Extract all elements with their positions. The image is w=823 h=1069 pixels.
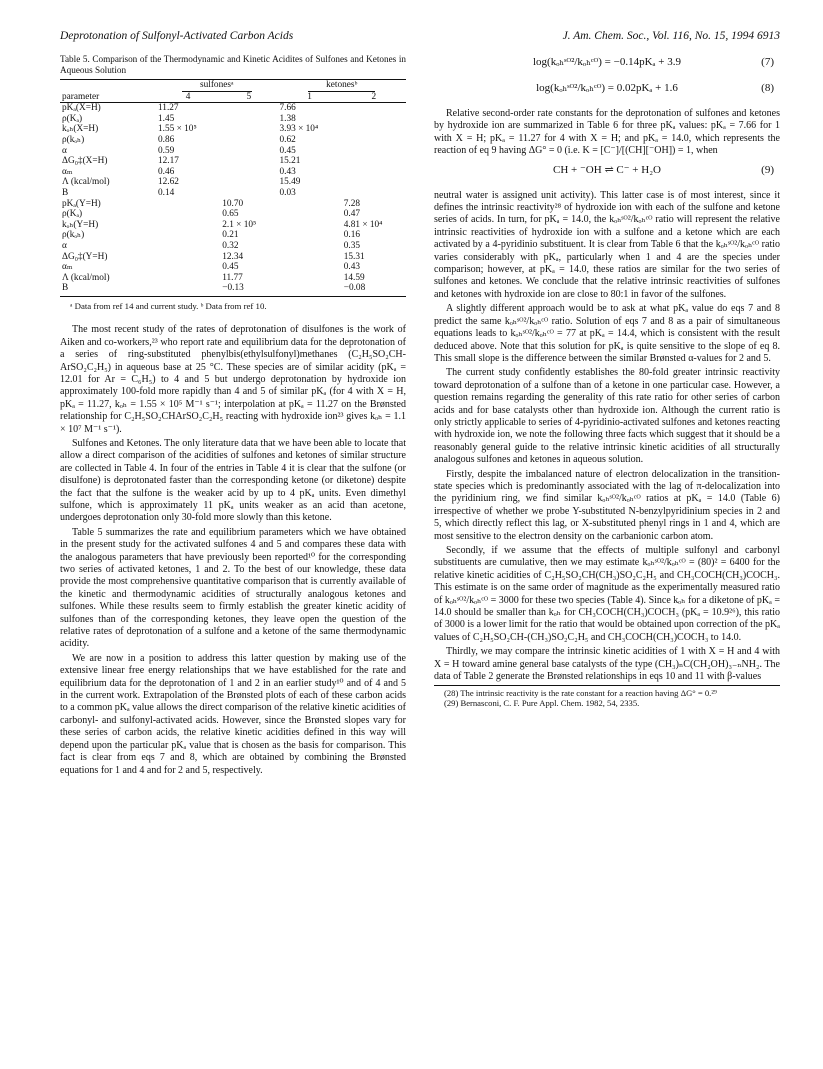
paragraph: The most recent study of the rates of deprotonation of disulfones is the work of Aiken and co-workers,²³ who report rate and equilibrium data for the deprotonation of a series of ring-substituted phenylbis(ethylsulfonyl)methanes (C₂H₅SO₂CH-ArSO₂C₂H₅) in aqueous base at 25 °C. These species are of similar acidity (pKₐ = 12.01 for Ar = C₆H₅) to 4 and 5 but undergo deprotonation by hydroxide ion approximately 100-fold more rapidly than 4 and 5 of similar pKₐ (for 4 with X = H, pKₐ = 11.27, kₒₕ = 1.55 × 10⁵ M⁻¹ s⁻¹; interpolation at pKₐ = 11.27 on the Brønsted relationship for C₂H₅SO₂CHArSO₂C₂H₅ reacting with hydroxide ion²³ gives kₒₕ = 1.1 × 10⁷ M⁻¹ s⁻¹). <box>60 324 406 435</box>
table-value-cell: 2.1 × 10⁵ <box>222 219 257 230</box>
table-value-cell <box>342 188 406 199</box>
table-row <box>60 177 406 188</box>
table-value-cell <box>220 114 277 125</box>
table-value-cell <box>156 209 220 220</box>
table-param-cell: αₘ <box>62 166 73 177</box>
equation-8-number: (8) <box>761 82 774 94</box>
table-value-cell: 0.46 <box>158 166 175 177</box>
table-value-cell <box>277 273 341 284</box>
table-value-cell: 0.65 <box>222 209 239 220</box>
table-param-cell: kₒₕ(X=H) <box>62 124 99 135</box>
table-value-cell: 0.43 <box>343 262 360 273</box>
equation-9-text: CH + ⁻OH ⇌ C⁻ + H₂O <box>553 163 661 176</box>
table-param-cell: ρ(kₒₕ) <box>62 230 85 241</box>
equation-8-text: log(kₒₕˢᴼ²/kₒₕᶜᴼ) = 0.02pKₐ + 1.6 <box>536 82 678 94</box>
paragraph: The current study confidently establishes the 80-fold greater intrinsic reactivity toward deprotonation of a sulfone than of a ketone in one particular case. However, a question remains regarding the generality of this rate ratio for other series of carbon acids and for base catalysts other than hydroxide ion. Although the current ratio is only strictly applicable to series of 4-pyridinio-activated sulfones and ketones reacting with hydroxide ion, we note the following three facts which suggest that it should be a reasonably general guide to the relative intrinsic kinetic acidities of all structurally analogous sulfones and ketones in aqueous solution. <box>434 367 780 466</box>
left-column <box>60 54 406 779</box>
table-value-cell <box>220 188 277 199</box>
table-value-cell: 0.47 <box>343 209 360 220</box>
table-value-cell: 7.28 <box>343 198 360 209</box>
table-col-header: 2 <box>342 92 406 103</box>
table-col-header: 1 <box>277 92 341 103</box>
footnote-28: (28) The intrinsic reactivity is the rate constant for a reaction having ΔG° = 0.²⁹ <box>444 688 717 699</box>
table-value-cell: 4.81 × 10⁴ <box>343 219 383 230</box>
right-body-text <box>434 190 780 684</box>
table-value-cell: 0.16 <box>343 230 360 241</box>
table-row <box>60 252 406 263</box>
table-value-cell <box>277 241 341 252</box>
equation-7-text: log(kₒₕˢᴼ²/kₒₕᶜᴼ) = −0.14pKₐ + 3.9 <box>532 56 681 68</box>
table-value-cell <box>277 230 341 241</box>
table-value-cell <box>342 135 406 146</box>
table-value-cell <box>156 241 220 252</box>
paragraph: A slightly different approach would be to ask at what pKₐ value do eqs 7 and 8 predict the same kₒₕˢᴼ²/kₒₕᶜᴼ ratio. Solution of eqs 7 and 8 as a pair of simultaneous equations leads to kₒₕˢᴼ²/kₒₕᶜᴼ = 77 at pKₐ = 14.4, which is consistent with the result deduced above. Note that this solution for pKₐ is quite sensitive to the slope of eq 8. This small slope is the difference between the similar Brønsted α-values for 2 and 5. <box>434 303 780 364</box>
table-value-cell: 0.35 <box>343 240 360 251</box>
table-value-cell <box>277 283 341 296</box>
equation-8 <box>434 82 780 102</box>
table-value-cell: 0.21 <box>222 230 239 241</box>
header-title: Deprotonation of Sulfonyl-Activated Carbon Acids <box>60 30 294 42</box>
table-col-header: 4 <box>156 92 220 103</box>
table-value-cell <box>342 124 406 135</box>
table-value-cell <box>220 156 277 167</box>
table-row <box>60 241 406 252</box>
footnotes <box>434 685 780 708</box>
table-value-cell: 3.93 × 10⁴ <box>279 124 319 135</box>
table-param-cell: ρ(Kₐ) <box>62 113 83 124</box>
table-param-cell: kₒₕ(Y=H) <box>62 219 99 230</box>
table-param-cell: Λ (kcal/mol) <box>62 272 110 283</box>
table-row <box>60 273 406 284</box>
table-value-cell <box>277 252 341 263</box>
table-value-cell: −0.13 <box>220 283 277 296</box>
table-param-cell: ρ(kₒₕ) <box>62 134 85 145</box>
table-value-cell <box>156 199 220 210</box>
table-value-cell <box>342 146 406 157</box>
table-caption: Table 5. Comparison of the Thermodynamic and Kinetic Acidites of Sulfones and Ketones in Aqueous Solution <box>60 54 406 75</box>
table-value-cell <box>220 103 277 114</box>
table-row <box>60 283 406 296</box>
table-value-cell: 7.66 <box>279 103 296 114</box>
table-col-header: parameter <box>60 92 156 103</box>
table-value-cell: 1.55 × 10⁵ <box>158 124 197 135</box>
table-value-cell <box>277 262 341 273</box>
table-value-cell: 0.45 <box>222 262 239 273</box>
table-value-cell: 15.21 <box>279 156 301 167</box>
table-value-cell: 15.49 <box>279 177 301 188</box>
table-value-cell: 0.32 <box>222 240 239 251</box>
table-row <box>60 230 406 241</box>
table-row <box>60 167 406 178</box>
table-footnote: ᵃ Data from ref 14 and current study. ᵇ Data from ref 10. <box>70 300 267 311</box>
table-value-cell: 15.31 <box>343 251 365 262</box>
table-value-cell <box>220 177 277 188</box>
paragraph: Firstly, despite the imbalanced nature of electron delocalization in the transition-state species which is predominantly associated with the lag of π-delocalization into the pyridinium ring, we find similar kₒₕˢᴼ²/kₒₕᶜᴼ ratios at pKₐ = 14.0 (Table 6) irrespective of whether we probe Y-substituted N-benzylpyridinium species in 2 and 5, which directly reflect this lag, or X-substituted phenyl rings in 1 and 4, which are most sensitive to the electron density on the carbanionic carbon atom. <box>434 468 780 542</box>
equation-9 <box>434 164 780 184</box>
paragraph: neutral water is assigned unit activity). This latter case is of most interest, since it defines the intrinsic reactivity²⁸ of hydroxide ion with each of the sulfone and ketone series of acids. In turn, for pKₐ = 14.0, the kₒₕˢᴼ²/kₒₕᶜᴼ ratio will represent the relative intrinsic reactivities of hydroxide ion with a sulfone and a ketone which are each activated by a 4-pyridinio substituent. It is clear from Table 6 that the kₒₕˢᴼ²/kₒₕᶜᴼ ratio varies considerably with pKₐ, particularly when 1 and 4 are the species under comparison; however, at pKₐ = 14.0, these ratios are similar for the two series of sulfones and ketones. We conclude that the relative intrinsic reactivities of sulfones and ketones with hydroxide ion are close to 80:1 in favor of the sulfones. <box>434 189 780 300</box>
paragraph: Sulfones and Ketones. The only literature data that we have been able to locate that allow a direct comparison of the acidities of sulfones and ketones of similar structure are collected in Table 4. In four of the entries in Table 4 it is clear that the sulfone (or disulfone) is deprotonated faster than the corresponding ketone (or diketone) despite the fact that the sulfone is the weaker acid by up to 4 pKₐ units. Even dimethyl sulfone, which is approximately 11 pKₐ units weaker as an acid than acetone, undergoes deprotonation only 30-fold more slowly than this ketone. <box>60 437 406 524</box>
table-param-cell: B <box>60 283 156 296</box>
table-value-cell: 0.03 <box>279 187 296 198</box>
table-value-cell: 0.14 <box>158 187 175 198</box>
table-value-cell <box>220 167 277 178</box>
table-value-cell <box>156 283 220 296</box>
table-value-cell: 12.17 <box>158 156 179 167</box>
table-value-cell: 11.27 <box>158 103 179 114</box>
table-value-cell <box>342 114 406 125</box>
table-value-cell: 12.34 <box>222 251 244 262</box>
table-value-cell: 0.86 <box>158 134 175 145</box>
running-header <box>60 30 780 42</box>
table-value-cell: 1.38 <box>279 113 296 124</box>
table-value-cell: 0.43 <box>279 166 296 177</box>
table-value-cell: 1.45 <box>158 113 175 124</box>
table-col-header: 5 <box>220 92 277 103</box>
table-value-cell <box>342 167 406 178</box>
table-row <box>60 199 406 210</box>
equation-7-number: (7) <box>761 56 774 68</box>
table-param-cell: pKₐ(Y=H) <box>62 198 101 209</box>
table-value-cell: 0.59 <box>158 145 175 156</box>
table-row <box>60 220 406 231</box>
table-value-cell <box>220 146 277 157</box>
table-row <box>60 146 406 157</box>
table-param-cell: α <box>62 240 67 251</box>
paragraph: Thirdly, we may compare the intrinsic kinetic acidities of 1 with X = H and 4 with X = H toward amine general base catalysts of the type (CH₃)ₙC(CH₂OH)₃₋ₙNH₂. The data of Table 2 generate the Brønsted relationships in eqs 10 and 11 with β-values <box>434 646 780 683</box>
table-value-cell: −0.08 <box>342 283 406 296</box>
right-column <box>434 54 780 708</box>
left-body-text <box>60 324 406 777</box>
table-param-cell: B <box>62 187 69 198</box>
table-row <box>60 188 406 199</box>
paragraph: Relative second-order rate constants for the deprotonation of sulfones and ketones by hydroxide ion are summarized in Table 6 for three pKₐ values: pKₐ = 7.66 for 1 with X = H; pKₐ = 11.27 for 4 with X = H; and pKₐ = 14.0, which represents the reaction of eq 9 having ΔG° = 0 (i.e. K = [C⁻]/[(CH][⁻OH]) = 1, when <box>434 108 780 157</box>
table-value-cell: 12.62 <box>158 177 179 188</box>
equation-7 <box>434 56 780 76</box>
table-param-cell: α <box>62 145 67 156</box>
table-value-cell: 10.70 <box>222 198 244 209</box>
header-citation: J. Am. Chem. Soc., Vol. 116, No. 15, 1994 6913 <box>562 30 780 42</box>
table-value-cell <box>342 103 406 114</box>
table-value-cell <box>277 209 341 220</box>
table-value-cell <box>156 230 220 241</box>
table-value-cell <box>220 124 277 135</box>
group-header-sulfones: sulfonesᵃ <box>182 80 252 92</box>
table-value-cell: 11.77 <box>222 272 243 283</box>
table-5 <box>60 79 406 297</box>
paragraph: Secondly, if we assume that the effects of multiple sulfonyl and carbonyl substituents are cumulative, then we may estimate kₒₕˢᴼ²/kₒₕᶜᴼ = (80)² = 6400 for the relative kinetic acidities of C₂H₅SO₂CH(CH₃)SO₂C₂H₅ and CH₃COCH(CH₃)COCH₃. This estimate is on the same order of magnitude as the experimentally measured ratio of kₒₕˢᴼ²/kₒₕᶜᴼ = 3000 for these two species (Table 4). Since kₒₕ for a diketone of pKₐ = 14.0 should be smaller than kₒₕ for CH₃COCH(CH₃)COCH₃ (pKₐ = 10.9²⁶), this ratio of 3000 is a lower limit for the ratio that would be obtained upon correction of the pKₐ values of C₂H₅SO₂CH-(CH₃)SO₂C₂H₅ and CH₃COCH(CH₃)COCH₃ to 14.0. <box>434 545 780 643</box>
table-value-cell <box>277 199 341 210</box>
table-row <box>60 135 406 146</box>
table-param-cell: ΔG₀‡(X=H) <box>62 156 108 167</box>
table-value-cell <box>342 156 406 167</box>
paragraph: Table 5 summarizes the rate and equilibrium parameters which we have obtained in the present study for the activated sulfones 4 and 5 and compares these data with the analogous parameters that have previously been reported¹⁰ for the corresponding two series of activated ketones, 1 and 2. To the best of our knowledge, these data provide the most comprehensive quantitative comparison that is currently available of the kinetic and thermodynamic acidities of structurally analogous ketones and sulfones. While these results seem to firmly establish the greater kinetic acidity of sulfones than of the corresponding ketones, they leave open the question of the relative rates of deprotonation of a sulfone and a ketone of the same thermodynamic acidity. <box>60 526 406 650</box>
table-row <box>60 156 406 167</box>
table-row <box>60 124 406 135</box>
table-row <box>60 103 406 114</box>
table-value-cell: 14.59 <box>343 272 365 283</box>
table-param-cell: ΔG₀‡(Y=H) <box>62 251 108 262</box>
table-param-cell: ρ(Kₐ) <box>62 209 83 220</box>
table-value-cell <box>156 220 220 231</box>
table-row <box>60 262 406 273</box>
table-value-cell <box>156 273 220 284</box>
table-row <box>60 209 406 220</box>
table-value-cell: 0.62 <box>279 134 296 145</box>
group-header-ketones: ketonesᵇ <box>308 80 375 92</box>
table-param-cell: Λ (kcal/mol) <box>62 177 110 188</box>
table-value-cell <box>156 262 220 273</box>
table-value-cell <box>342 177 406 188</box>
table-value-cell: 0.45 <box>279 145 296 156</box>
table-row <box>60 114 406 125</box>
footnote-29: (29) Bernasconi, C. F. Pure Appl. Chem. 1982, 54, 2335. <box>444 698 640 709</box>
table-param-cell: pKₐ(X=H) <box>62 103 101 114</box>
table-param-cell: αₘ <box>62 262 73 273</box>
paragraph: We are now in a position to address this latter question by making use of the extensive linear free energy relationships that we have established for the rate and equilibrium data for the deprotonation of 1 and 2 in an earlier study¹⁰ and of 4 and 5 in the current work. Extrapolation of the Brønsted plots of each of these carbon acids to a common pKₐ value allows the direct comparison of the relative kinetic acidities of carbonyl- and sulfonyl-activated acids. However, since the Brønsted slopes vary for these series of carbon acids, the relative kinetic acidities defined in this way will depend upon the particular pKₐ value that is chosen as the basis for comparison. This fact is clear from eqs 7 and 8, which are obtained by combining the Brønsted equations for 1 and 4 and for 2 and 5, respectively. <box>60 652 406 776</box>
equation-9-number: (9) <box>761 163 774 176</box>
table-value-cell <box>156 252 220 263</box>
table-value-cell <box>220 135 277 146</box>
table-value-cell <box>277 220 341 231</box>
